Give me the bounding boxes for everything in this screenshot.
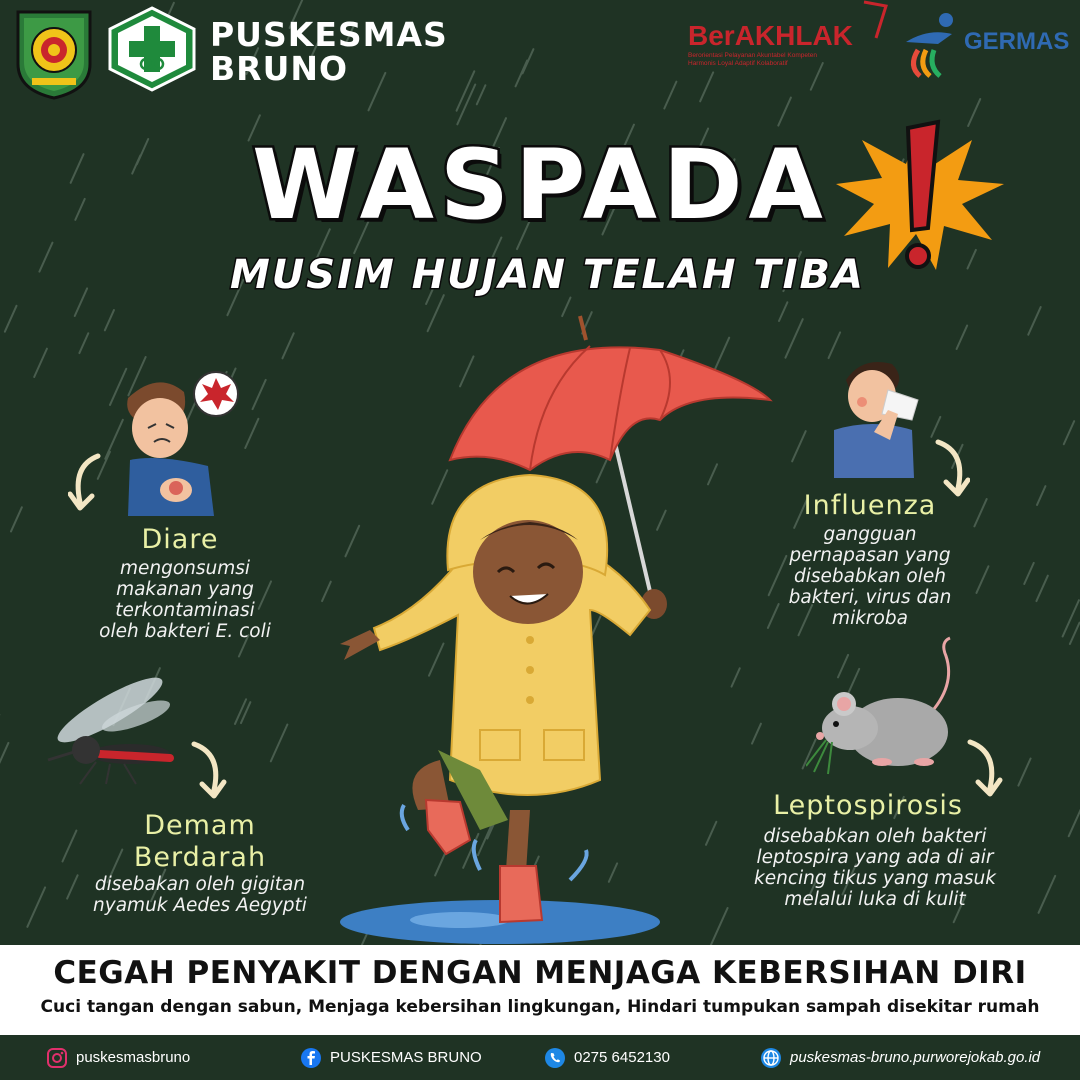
- demam-berdarah-title-line: Berdarah: [133, 842, 267, 873]
- rain-streak: [39, 243, 52, 272]
- rain-streak: [957, 326, 968, 349]
- globe-icon: [760, 1047, 782, 1069]
- facebook-link[interactable]: [300, 1035, 482, 1080]
- rain-streak: [779, 302, 787, 321]
- prevention-banner: [0, 945, 1080, 1035]
- rain-streak: [1018, 758, 1030, 785]
- child-with-umbrella-illustration: [330, 310, 780, 950]
- rain-streak: [1037, 486, 1045, 505]
- website-url: puskesmas-bruno.purworejokab.go.id: [790, 1049, 1041, 1066]
- rain-streak: [0, 743, 8, 770]
- phone-icon: [544, 1047, 566, 1069]
- puskesmas-name: [210, 15, 448, 88]
- rain-streak: [271, 724, 288, 761]
- curved-arrow-icon: [188, 740, 228, 804]
- rain-streak: [1064, 421, 1074, 444]
- rain-streak: [792, 431, 806, 461]
- berakhlak-tagline-2: Harmonis Loyal Adaptif Kolaboratif: [688, 60, 788, 67]
- subtitle: MUSIM HUJAN TELAH TIBA: [230, 252, 865, 298]
- demam-berdarah-desc-line: nyamuk Aedes Aegypti: [93, 895, 307, 916]
- website-link[interactable]: [760, 1035, 1040, 1080]
- influenza-desc-line: bakteri, virus dan: [788, 587, 952, 608]
- diare-illustration: [118, 370, 248, 520]
- rain-streak: [79, 333, 88, 353]
- rain-streak: [137, 139, 148, 164]
- rain-streak: [829, 332, 841, 358]
- rain-streak: [253, 380, 266, 409]
- curved-arrow-icon: [964, 738, 1004, 802]
- puskesmas-logo: [106, 6, 198, 92]
- rain-streak: [1069, 802, 1080, 837]
- rain-streak: [62, 831, 76, 862]
- leptospirosis-title: Leptospirosis: [773, 790, 963, 821]
- rain-streak: [1039, 876, 1056, 913]
- demam-berdarah-title: [110, 810, 290, 874]
- rain-streak: [1024, 563, 1034, 584]
- rat-illustration: [806, 636, 972, 776]
- facebook-name: PUSKESMAS BRUNO: [330, 1049, 482, 1066]
- rain-streak: [1028, 307, 1040, 335]
- main-title: WASPADA: [252, 129, 829, 241]
- leptospirosis-description: [730, 826, 1020, 910]
- demam-berdarah-title-line: Demam: [144, 810, 256, 841]
- rain-streak: [235, 699, 246, 724]
- rain-streak: [105, 310, 114, 330]
- germas-logo: [898, 10, 1068, 80]
- rain-streak: [75, 288, 87, 316]
- banner-subtitle: Cuci tangan dengan sabun, Menjaga kebersihan lingkungan, Hindari tumpukan sampah disekitar rumah: [40, 997, 1040, 1017]
- banner-title: CEGAH PENYAKIT DENGAN MENJAGA KEBERSIHAN DIRI: [53, 955, 1027, 991]
- influenza-description: [760, 524, 980, 629]
- leptospirosis-desc-line: leptospira yang ada di air: [756, 847, 994, 868]
- leptospirosis-desc-line: disebabkan oleh bakteri: [763, 826, 987, 847]
- regency-logo: [8, 6, 100, 102]
- berakhlak-swoosh-icon: [858, 0, 894, 40]
- rain-streak: [1036, 576, 1047, 601]
- diare-desc-line: oleh bakteri E. coli: [99, 621, 271, 642]
- instagram-handle: puskesmasbruno: [76, 1049, 191, 1066]
- rain-streak: [71, 154, 84, 183]
- influenza-title: Influenza: [803, 490, 937, 521]
- leptospirosis-desc-line: melalui luka di kulit: [784, 889, 966, 910]
- rain-streak: [974, 499, 986, 526]
- diare-desc-line: makanan yang: [116, 579, 254, 600]
- facebook-icon: [300, 1047, 322, 1069]
- influenza-illustration: [832, 356, 932, 480]
- rain-streak: [34, 349, 47, 377]
- diare-desc-line: mengonsumsi: [119, 558, 251, 579]
- rain-streak: [27, 887, 45, 926]
- diare-description: [60, 558, 310, 642]
- brand-line-2: BRUNO: [210, 49, 349, 88]
- diare-desc-line: terkontaminasi: [115, 600, 255, 621]
- rain-streak: [523, 49, 534, 73]
- rain-streak: [516, 61, 528, 87]
- influenza-desc-line: gangguan: [823, 524, 917, 545]
- mosquito-illustration: [40, 676, 180, 786]
- rain-streak: [11, 507, 22, 531]
- phone-number: 0275 6452130: [574, 1049, 670, 1066]
- rain-streak: [785, 319, 802, 357]
- germas-word: GERMAS: [964, 28, 1070, 55]
- influenza-desc-line: pernapasan yang: [789, 545, 951, 566]
- instagram-icon: [46, 1047, 68, 1069]
- influenza-desc-line: mikroba: [832, 608, 908, 629]
- rain-streak: [5, 306, 17, 332]
- footer-contacts: [0, 1035, 1080, 1080]
- rain-streak: [75, 199, 84, 220]
- demam-berdarah-description: [70, 874, 330, 916]
- phone-link[interactable]: [544, 1035, 670, 1080]
- curved-arrow-icon: [68, 452, 108, 516]
- berakhlak-tagline-1: Berorientasi Pelayanan Akuntabel Kompeten: [688, 52, 818, 59]
- rain-streak: [664, 82, 676, 109]
- diare-title: Diare: [141, 524, 219, 555]
- rain-streak: [477, 85, 486, 104]
- rain-streak: [1070, 623, 1080, 644]
- germas-figure-icon: [898, 10, 968, 80]
- demam-berdarah-desc-line: disebakan oleh gigitan: [94, 874, 306, 895]
- berakhlak-word: BerAKHLAK: [688, 20, 853, 51]
- brand-line-1: PUSKESMAS: [210, 15, 448, 54]
- rain-streak: [778, 98, 791, 126]
- rain-streak: [931, 417, 940, 437]
- instagram-link[interactable]: [46, 1035, 190, 1080]
- leptospirosis-desc-line: kencing tikus yang masuk: [754, 868, 996, 889]
- rain-streak: [282, 333, 293, 358]
- influenza-desc-line: disebabkan oleh: [794, 566, 946, 587]
